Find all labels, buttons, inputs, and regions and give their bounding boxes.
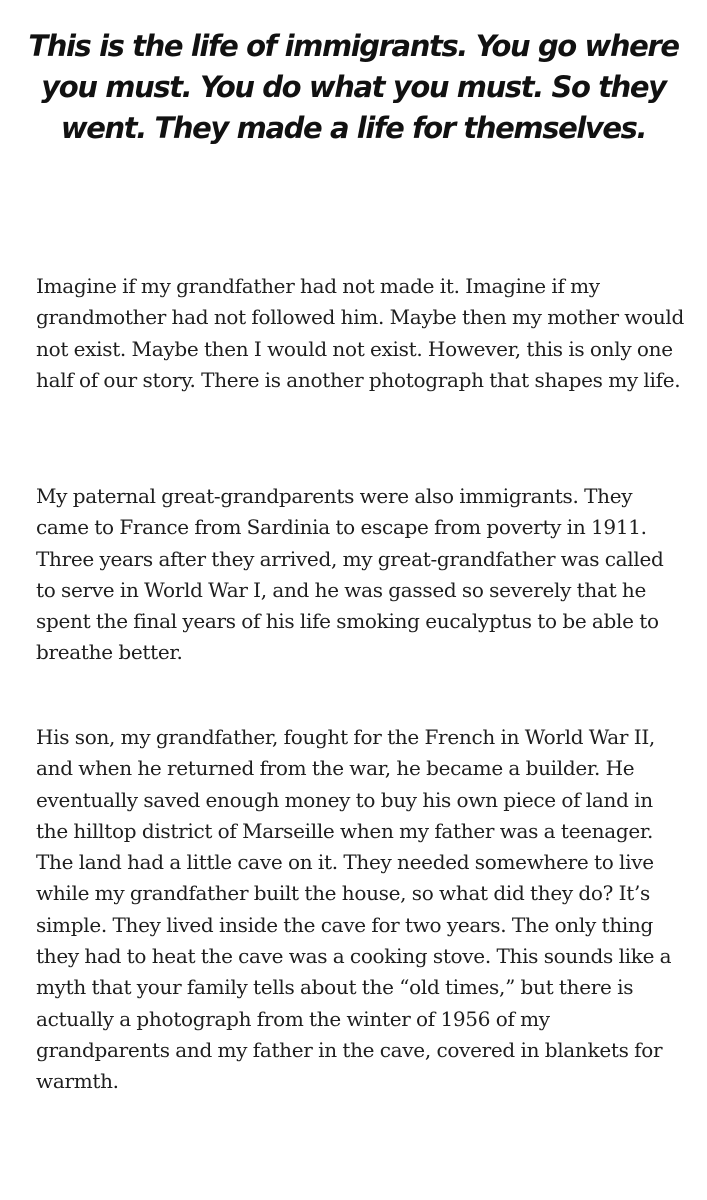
paragraph: Imagine if my grandfather had not made it. Imagine if my grandmother had not followed him. Maybe then my mother would not exist. Maybe then I would not exist. However, this is only one half of our story. There is another photograph that shapes my life.: [36, 274, 685, 392]
paragraph: My paternal great-grandparents were also immigrants. They came to France from Sardinia to escape from poverty in 1911. Three years after they arrived, my great-grandfather was called to serve in World War I, and he was gassed so severely that he spent the final years of his life smoking eucalyptus to be able to breathe better.: [36, 484, 664, 665]
paragraph: His son, my grandfather, fought for the French in World War II, and when he returned from the war, he became a builder. He eventually saved enough money to buy his own piece of land in the hilltop district of Marseille when my father was a teenager. The land had a little cave on it. They needed somewhere to live while my grandfather built the house, so what did they do? It’s simple. They lived inside the cave for two years. The only thing they had to heat the cave was a cooking stove. This sounds like a myth that your family tells about the “old times,” but there is actually a photograph from the winter of 1956 of my grandparents and my father in the cave, covered in blankets for warmth.: [36, 725, 672, 1094]
pull-quote: This is the life of immigrants. You go where you must. You do what you must. So they went. They made a life for themselves.: [28, 29, 679, 145]
